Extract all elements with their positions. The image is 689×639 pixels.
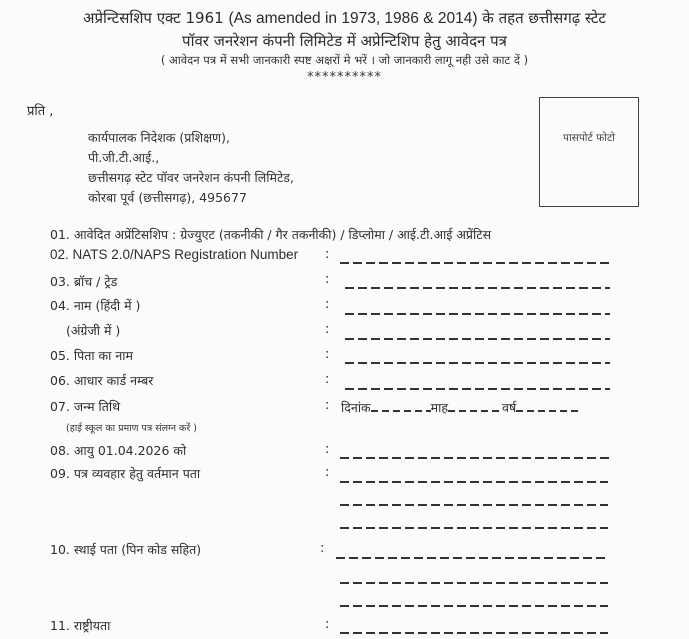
separator-stars: ********** [307, 70, 382, 85]
field-11-nationality-input[interactable] [340, 632, 608, 634]
dob-year-input[interactable] [516, 410, 582, 412]
form-title-line-1 [0, 8, 689, 28]
field-06-label: 06. आधार कार्ड नम्बर [50, 373, 154, 388]
field-10-colon: : [320, 541, 325, 556]
field-09-address-line-1[interactable] [340, 481, 608, 483]
field-09-address-line-3[interactable] [340, 527, 608, 529]
passport-photo-box[interactable] [539, 97, 639, 207]
field-08-age-input[interactable] [340, 457, 610, 459]
field-04b-colon: : [325, 322, 330, 337]
address-line: कार्यपालक निदेशक (प्रशिक्षण), [88, 130, 230, 145]
field-09-colon: : [325, 465, 330, 480]
field-09-address-line-2[interactable] [340, 504, 608, 506]
address-line: छत्तीसगढ़ स्टेट पॉवर जनरेशन कंपनी लिमिटेड, [88, 170, 294, 185]
field-10-address-line-3[interactable] [340, 605, 608, 607]
passport-photo-label: पासपोर्ट फोटो [563, 132, 615, 144]
field-04b-label: (अंग्रेजी में ) [66, 323, 121, 338]
address-line: कोरबा पूर्व (छत्तीसगढ़), 495677 [88, 190, 247, 205]
form-title-line-2: पॉवर जनरेशन कंपनी लिमिटेड में अप्रेन्टिशिप हेतु आवेदन पत्र [182, 32, 507, 50]
field-05-colon: : [325, 347, 330, 362]
field-09-label: 09. पत्र व्यवहार हेतु वर्तमान पता [50, 466, 201, 481]
field-10-address-line-1[interactable] [336, 557, 608, 559]
dob-year-label: वर्ष [502, 400, 517, 415]
address-line: पी.जी.टी.आई., [88, 150, 160, 165]
field-07-label: 07. जन्म तिथि [50, 399, 121, 414]
field-04-name-hindi-input[interactable] [345, 313, 610, 315]
field-05-label: 05. पिता का नाम [50, 348, 133, 363]
field-04-name-english-input[interactable] [345, 338, 610, 340]
field-10-address-line-2[interactable] [340, 582, 608, 584]
field-07-colon: : [325, 398, 330, 413]
field-03-branch-input[interactable] [345, 287, 610, 289]
form-instructions: ( आवेदन पत्र में सभी जानकारी स्पष्ट अक्षरों मे भरें । जो जानकारी लागू नही उसे काट दें ) [160, 53, 529, 67]
field-07-note: (हाई स्कूल का प्रमाण पत्र संलग्न करें ) [66, 423, 197, 434]
field-07-dob-group [341, 399, 582, 416]
title-act: अप्रेन्टिसशिप एक्ट 1961 [83, 9, 224, 27]
dob-day-input[interactable] [371, 410, 431, 412]
field-08-colon: : [325, 442, 330, 457]
dob-month-label: माह [430, 400, 449, 415]
field-03-label: 03. ब्रॉच / ट्रेड [50, 274, 118, 289]
to-label: प्रति , [27, 104, 54, 119]
field-04-label: 04. नाम (हिंदी में ) [50, 298, 141, 313]
dob-month-input[interactable] [448, 410, 502, 412]
title-amendment: (As amended in 1973, 1986 & 2014) [228, 10, 478, 27]
field-02-label: 02. NATS 2.0/NAPS Registration Number [50, 247, 299, 262]
field-03-colon: : [325, 272, 330, 287]
recipient-address [88, 128, 294, 208]
field-06-colon: : [325, 372, 330, 387]
dob-day-label: दिनांक [341, 400, 371, 415]
field-08-label: 08. आयु 01.04.2026 को [50, 443, 187, 458]
field-02-registration-input[interactable] [340, 262, 610, 264]
field-04-colon: : [325, 297, 330, 312]
field-01-apprenticeship-type: 01. आवेदित अप्रेंटिसशिप : ग्रेज्युएट (तकनीकी / गैर तकनीकी) / डिप्लोमा / आई.टी.आई अप्रेंटिस [50, 227, 492, 242]
field-11-colon: : [325, 617, 330, 632]
field-11-label: 11. राष्ट्रीयता [50, 618, 111, 633]
field-06-aadhaar-input[interactable] [345, 388, 610, 390]
field-10-label: 10. स्थाई पता (पिन कोड सहित) [50, 542, 202, 557]
field-02-colon: : [325, 247, 330, 262]
field-05-father-name-input[interactable] [345, 362, 610, 364]
title-state: के तहत छत्तीसगढ़ स्टेट [482, 9, 606, 27]
